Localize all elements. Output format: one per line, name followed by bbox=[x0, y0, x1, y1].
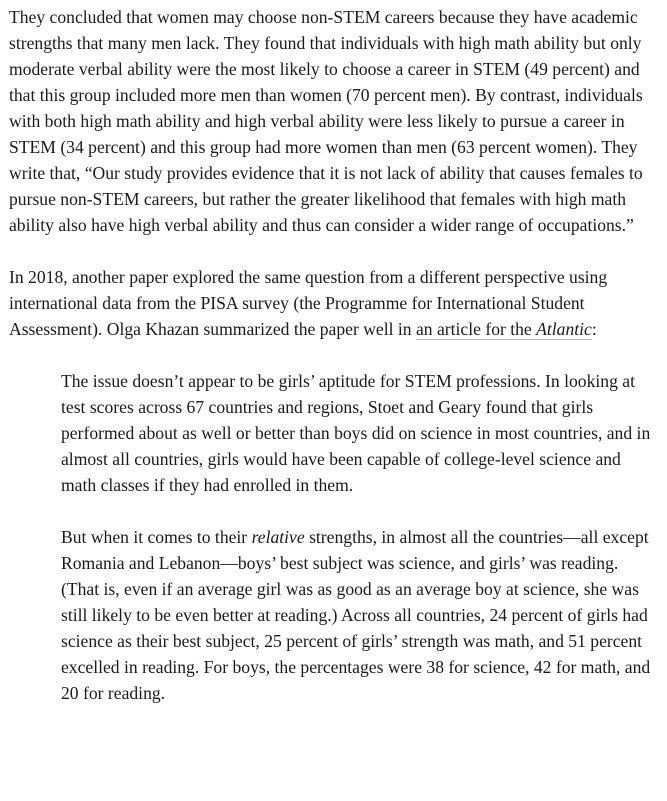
quote-paragraph-relative-strengths bbox=[61, 524, 657, 706]
atlantic-article-link[interactable] bbox=[416, 319, 592, 340]
quote-text-before: But when it comes to their bbox=[61, 527, 252, 547]
quote-text-after: strengths, in almost all the countries—all except Romania and Lebanon—boys’ best subject was science, and girls’ was reading. (That is, even if an average girl was as good as an average boy at science, she was still likely to be even better at reading.) Across all countries, 24 percent of girls had science as their best subject, 25 percent of girls’ strength was math, and 51 percent excelled in reading. For boys, the percentages were 38 for science, 42 for math, and 20 for reading. bbox=[61, 527, 651, 703]
quote-paragraph-aptitude: The issue doesn’t appear to be girls’ aptitude for STEM professions. In looking at test scores across 67 countries and regions, Stoet and Geary found that girls performed about as well or better than boys did on science in most countries, and in almost all countries, girls would have been capable of college-level science and math classes if they had enrolled in them. bbox=[61, 371, 651, 495]
link-publication-name: Atlantic bbox=[536, 319, 592, 339]
paragraph-pisa-text: In 2018, another paper explored the same question from a different perspective using international data from the PISA survey (the Programme for International Student Assessment). Olga Khazan summarized the paper well in bbox=[9, 267, 608, 339]
link-text: an article for the bbox=[415, 319, 537, 339]
article-body bbox=[9, 4, 659, 706]
blockquote-atlantic bbox=[61, 368, 657, 706]
paragraph-pisa-suffix: : bbox=[591, 319, 597, 339]
paragraph-pisa-study bbox=[9, 264, 659, 342]
paragraph-stem-careers: They concluded that women may choose non-STEM careers because they have academic strengths that many men lack. They found that individuals with high math ability but only moderate verbal ability were the most likely to choose a career in STEM (49 percent) and that this group included more men than women (70 percent men). By contrast, individuals with both high math ability and high verbal ability were less likely to pursue a career in STEM (34 percent) and this group had more women than men (63 percent women). They write that, “Our study provides evidence that it is not lack of ability that causes females to pursue non-STEM careers, but rather the greater likelihood that females with high math ability also have high verbal ability and thus can consider a wider range of occupations.” bbox=[9, 7, 643, 235]
quote-text-italic: relative bbox=[251, 527, 305, 547]
